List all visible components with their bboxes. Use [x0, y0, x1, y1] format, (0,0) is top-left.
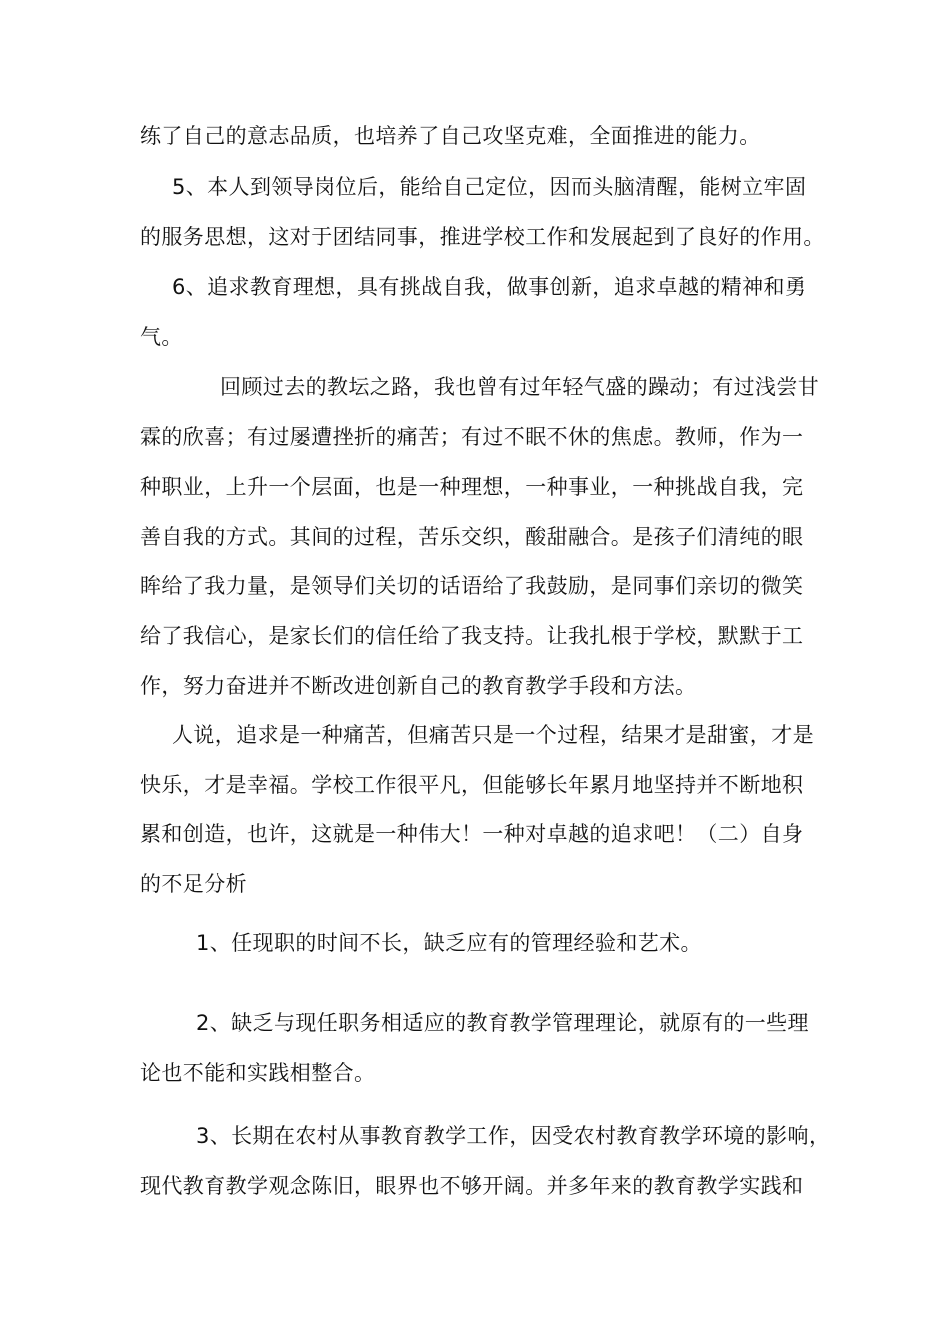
text-line: 练了自己的意志品质，也培养了自己攻坚克难，全面推进的能力。: [140, 124, 761, 148]
text-line: 2、缺乏与现任职务相适应的教育教学管理理论，就原有的一些理: [196, 1011, 809, 1035]
text-line: 回顾过去的教坛之路，我也曾有过年轻气盛的躁动；有过浅尝甘: [220, 375, 820, 399]
text-line: 1、任现职的时间不长，缺乏应有的管理经验和艺术。: [196, 931, 702, 955]
text-line: 气。: [140, 325, 183, 349]
text-line: 的服务思想，这对于团结同事，推进学校工作和发展起到了良好的作用。: [140, 225, 825, 249]
text-line: 现代教育教学观念陈旧，眼界也不够开阔。并多年来的教育教学实践和: [140, 1174, 804, 1198]
text-line: 快乐，才是幸福。学校工作很平凡，但能够长年累月地坚持并不断地积: [140, 773, 804, 797]
text-line: 霖的欣喜；有过屡遭挫折的痛苦；有过不眠不休的焦虑。教师，作为一: [140, 425, 804, 449]
text-line: 6、追求教育理想，具有挑战自我，做事创新，追求卓越的精神和勇: [172, 275, 807, 299]
text-line: 人说，追求是一种痛苦，但痛苦只是一个过程，结果才是甜蜜，才是: [172, 723, 814, 747]
text-line: 3、长期在农村从事教育教学工作，因受农村教育教学环境的影响，: [196, 1124, 831, 1148]
text-line: 5、本人到领导岗位后，能给自己定位，因而头脑清醒，能树立牢固: [172, 175, 807, 199]
text-line: 作，努力奋进并不断改进创新自己的教育教学手段和方法。: [140, 674, 697, 698]
text-line: 给了我信心，是家长们的信任给了我支持。让我扎根于学校，默默于工: [140, 624, 804, 648]
text-line: 的不足分析: [140, 872, 247, 896]
text-line: 善自我的方式。其间的过程，苦乐交织，酸甜融合。是孩子们清纯的眼: [140, 525, 804, 549]
text-line: 论也不能和实践相整合。: [140, 1061, 376, 1085]
text-line: 种职业，上升一个层面，也是一种理想，一种事业，一种挑战自我，完: [140, 475, 804, 499]
text-line: 累和创造，也许，这就是一种伟大！一种对卓越的追求吧！（二）自身: [140, 822, 804, 846]
text-line: 眸给了我力量，是领导们关切的话语给了我鼓励，是同事们亲切的微笑: [140, 574, 804, 598]
